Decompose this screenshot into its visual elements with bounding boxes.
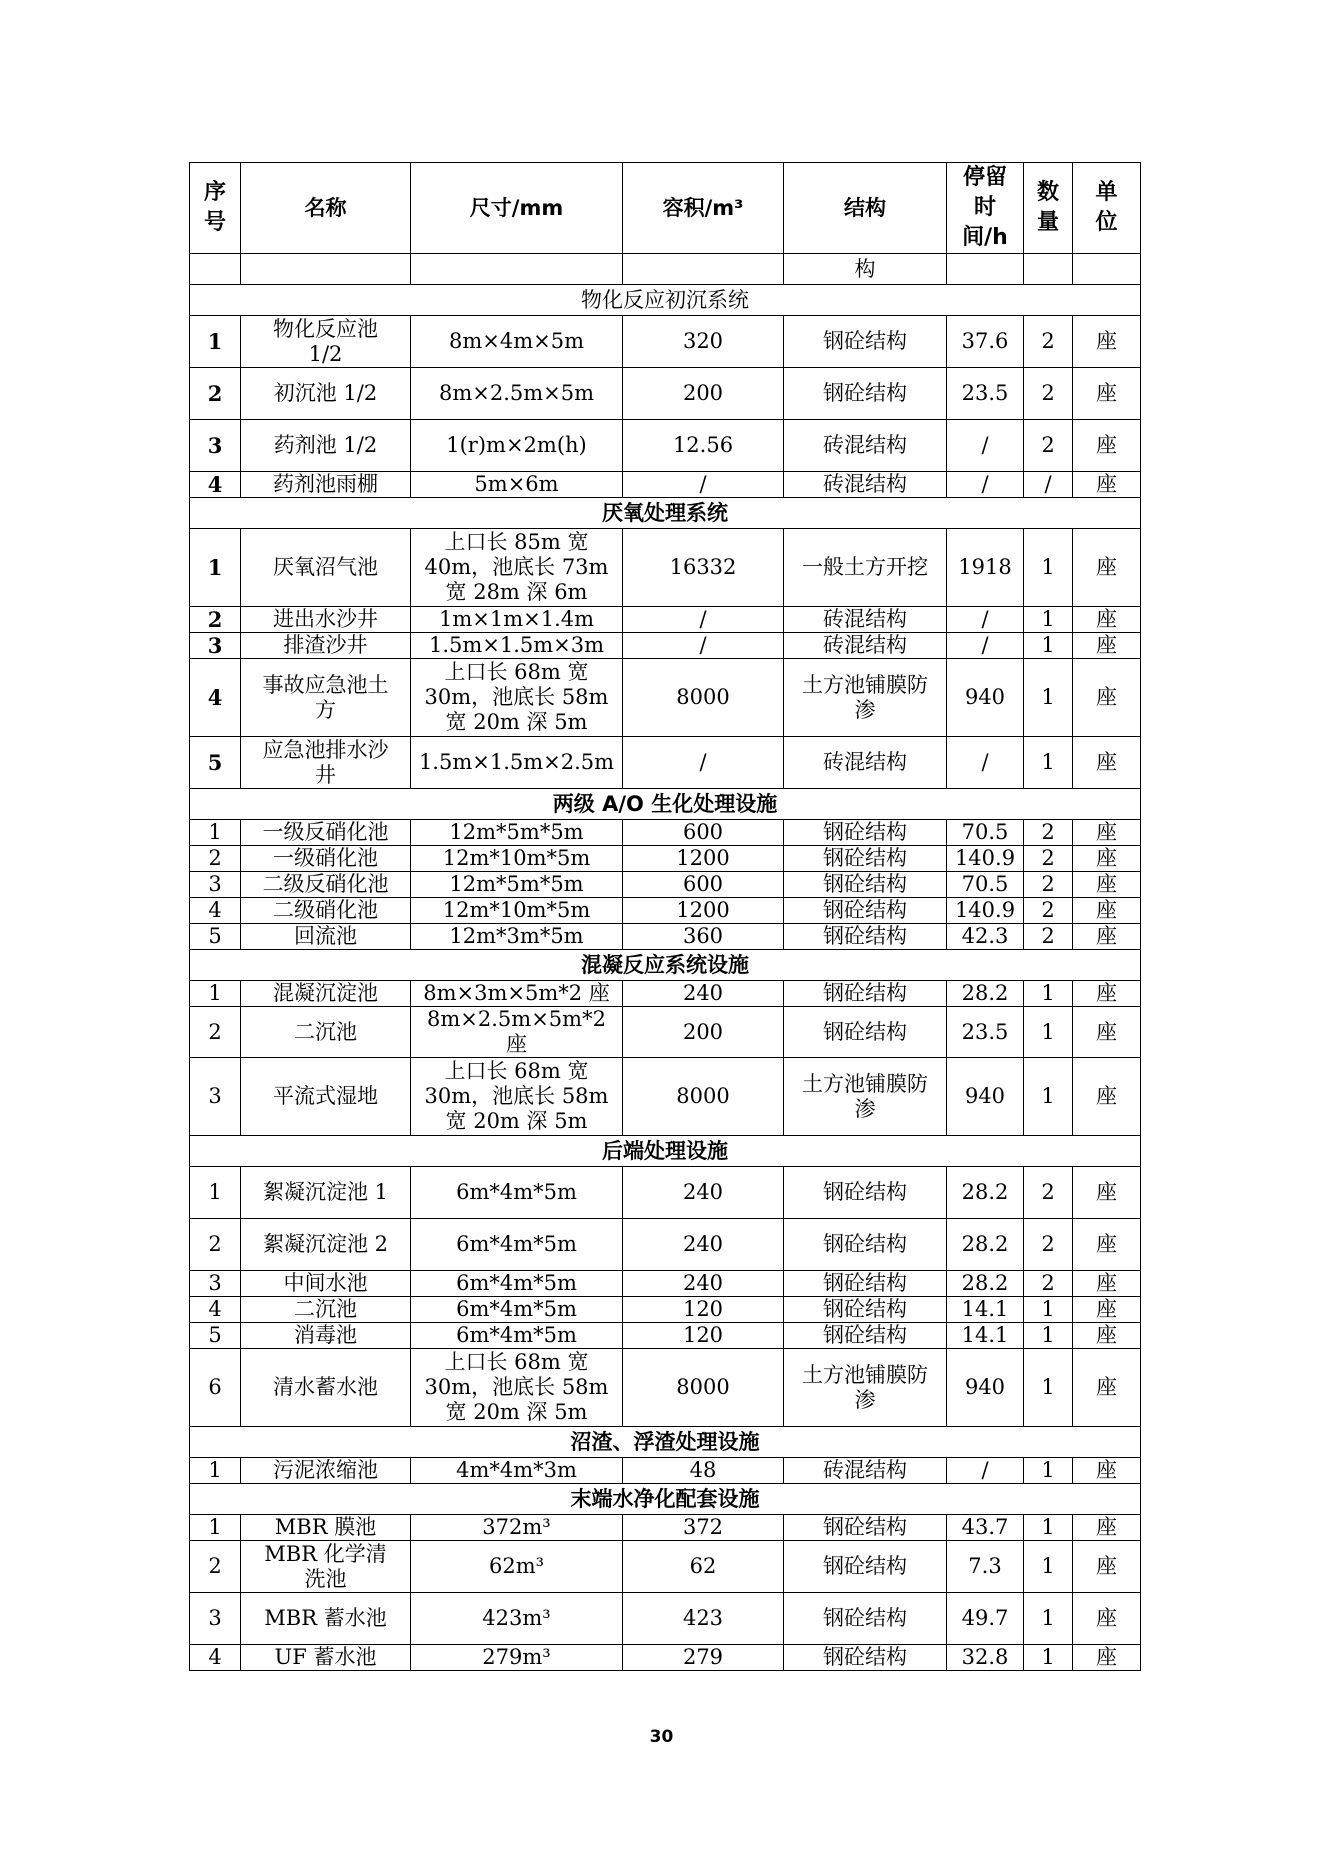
section-header-row [190, 950, 1141, 981]
cell-quantity: 1 [1024, 1593, 1073, 1645]
header-size: 尺寸/mm [411, 163, 623, 254]
cell-unit: 座 [1073, 1219, 1141, 1271]
cell-structure: 砖混结构 [784, 737, 947, 789]
cell-volume: 200 [623, 368, 784, 420]
cell-unit: 座 [1073, 1645, 1141, 1671]
cell-unit: 座 [1073, 1323, 1141, 1349]
cell-retention: / [947, 472, 1024, 498]
cell-quantity: 1 [1024, 1515, 1073, 1541]
cell-structure: 钢砼结构 [784, 1323, 947, 1349]
header-cont-cell [241, 254, 411, 285]
table-row [190, 1297, 1141, 1323]
cell-retention: 23.5 [947, 1007, 1024, 1058]
cell-size: 4m*4m*3m [411, 1458, 623, 1484]
cell-size: 8m×2.5m×5m*2 座 [411, 1007, 623, 1058]
cell-name: 回流池 [241, 924, 411, 950]
cell-unit: 座 [1073, 1167, 1141, 1219]
cell-name: 初沉池 1/2 [241, 368, 411, 420]
cell-quantity: 2 [1024, 872, 1073, 898]
cell-unit: 座 [1073, 633, 1141, 659]
cell-retention: 42.3 [947, 924, 1024, 950]
cell-structure: 砖混结构 [784, 420, 947, 472]
cell-unit: 座 [1073, 1271, 1141, 1297]
cell-volume: 600 [623, 820, 784, 846]
cell-volume: 1200 [623, 846, 784, 872]
cell-index: 1 [190, 1515, 241, 1541]
table-row [190, 1349, 1141, 1427]
cell-index: 5 [190, 737, 241, 789]
cell-unit: 座 [1073, 1058, 1141, 1136]
cell-name: 污泥浓缩池 [241, 1458, 411, 1484]
cell-structure: 钢砼结构 [784, 1541, 947, 1593]
cell-structure: 钢砼结构 [784, 1645, 947, 1671]
section-header-row [190, 285, 1141, 316]
header-cont-cell: 构 [784, 254, 947, 285]
section-title: 物化反应初沉系统 [190, 285, 1141, 316]
cell-index: 5 [190, 924, 241, 950]
cell-name: 事故应急池土方 [241, 659, 411, 737]
cell-index: 4 [190, 1297, 241, 1323]
cell-retention: / [947, 420, 1024, 472]
cell-quantity: 1 [1024, 633, 1073, 659]
cell-structure: 砖混结构 [784, 1458, 947, 1484]
table-row [190, 1541, 1141, 1593]
cell-size: 12m*5m*5m [411, 820, 623, 846]
table-row [190, 924, 1141, 950]
cell-index: 3 [190, 872, 241, 898]
cell-retention: 28.2 [947, 981, 1024, 1007]
cell-index: 3 [190, 1271, 241, 1297]
table-header-row [190, 163, 1141, 254]
section-header-row [190, 1484, 1141, 1515]
cell-structure: 一般土方开挖 [784, 529, 947, 607]
cell-quantity: 1 [1024, 1349, 1073, 1427]
cell-name: MBR 蓄水池 [241, 1593, 411, 1645]
cell-size: 上口长 68m 宽 30m，池底长 58m 宽 20m 深 5m [411, 1058, 623, 1136]
cell-quantity: 1 [1024, 1645, 1073, 1671]
cell-index: 6 [190, 1349, 241, 1427]
cell-unit: 座 [1073, 420, 1141, 472]
section-header-row [190, 498, 1141, 529]
header-cont-cell [411, 254, 623, 285]
cell-size: 6m*4m*5m [411, 1297, 623, 1323]
cell-size: 1(r)m×2m(h) [411, 420, 623, 472]
cell-size: 8m×3m×5m*2 座 [411, 981, 623, 1007]
table-row [190, 472, 1141, 498]
cell-unit: 座 [1073, 872, 1141, 898]
cell-volume: 360 [623, 924, 784, 950]
cell-name: 一级反硝化池 [241, 820, 411, 846]
cell-structure: 土方池铺膜防渗 [784, 1058, 947, 1136]
cell-retention: 940 [947, 659, 1024, 737]
cell-name: 絮凝沉淀池 1 [241, 1167, 411, 1219]
cell-unit: 座 [1073, 981, 1141, 1007]
cell-structure: 钢砼结构 [784, 872, 947, 898]
cell-retention: 940 [947, 1349, 1024, 1427]
cell-quantity: 1 [1024, 529, 1073, 607]
cell-volume: 8000 [623, 659, 784, 737]
cell-retention: 43.7 [947, 1515, 1024, 1541]
cell-volume: / [623, 472, 784, 498]
header-retention-time: 停留时间/h [947, 163, 1024, 254]
cell-volume: 240 [623, 1167, 784, 1219]
section-header-row [190, 1136, 1141, 1167]
cell-unit: 座 [1073, 529, 1141, 607]
table-row [190, 1593, 1141, 1645]
section-title: 末端水净化配套设施 [190, 1484, 1141, 1515]
cell-retention: 70.5 [947, 872, 1024, 898]
cell-volume: 16332 [623, 529, 784, 607]
header-cont-cell [1073, 254, 1141, 285]
section-title: 两级 A/O 生化处理设施 [190, 789, 1141, 820]
section-title: 混凝反应系统设施 [190, 950, 1141, 981]
cell-retention: / [947, 737, 1024, 789]
cell-quantity: 1 [1024, 607, 1073, 633]
cell-retention: 14.1 [947, 1297, 1024, 1323]
cell-retention: / [947, 633, 1024, 659]
table-row [190, 1271, 1141, 1297]
table-row [190, 1458, 1141, 1484]
cell-index: 4 [190, 1645, 241, 1671]
cell-index: 3 [190, 1593, 241, 1645]
cell-unit: 座 [1073, 472, 1141, 498]
cell-name: 絮凝沉淀池 2 [241, 1219, 411, 1271]
table-body [190, 163, 1141, 1671]
cell-unit: 座 [1073, 1458, 1141, 1484]
cell-unit: 座 [1073, 1007, 1141, 1058]
cell-size: 279m³ [411, 1645, 623, 1671]
table-row [190, 420, 1141, 472]
cell-name: 药剂池 1/2 [241, 420, 411, 472]
cell-volume: 600 [623, 872, 784, 898]
cell-retention: 1918 [947, 529, 1024, 607]
cell-structure: 钢砼结构 [784, 981, 947, 1007]
table-row [190, 659, 1141, 737]
cell-index: 3 [190, 1058, 241, 1136]
cell-quantity: 1 [1024, 1323, 1073, 1349]
cell-size: 12m*5m*5m [411, 872, 623, 898]
cell-name: 混凝沉淀池 [241, 981, 411, 1007]
section-title: 厌氧处理系统 [190, 498, 1141, 529]
cell-volume: / [623, 607, 784, 633]
header-cont-cell [190, 254, 241, 285]
cell-retention: 7.3 [947, 1541, 1024, 1593]
table-row [190, 633, 1141, 659]
cell-index: 2 [190, 1541, 241, 1593]
cell-size: 12m*3m*5m [411, 924, 623, 950]
cell-size: 5m×6m [411, 472, 623, 498]
cell-name: 一级硝化池 [241, 846, 411, 872]
table-row [190, 607, 1141, 633]
cell-quantity: 1 [1024, 1058, 1073, 1136]
table-row [190, 1219, 1141, 1271]
cell-quantity: 2 [1024, 1271, 1073, 1297]
cell-volume: 8000 [623, 1349, 784, 1427]
cell-volume: 279 [623, 1645, 784, 1671]
cell-retention: 140.9 [947, 898, 1024, 924]
table-row [190, 981, 1141, 1007]
cell-unit: 座 [1073, 820, 1141, 846]
cell-size: 1m×1m×1.4m [411, 607, 623, 633]
cell-volume: 240 [623, 1219, 784, 1271]
cell-unit: 座 [1073, 659, 1141, 737]
cell-name: 厌氧沼气池 [241, 529, 411, 607]
cell-structure: 土方池铺膜防渗 [784, 1349, 947, 1427]
table-row [190, 316, 1141, 368]
cell-name: 应急池排水沙井 [241, 737, 411, 789]
cell-volume: 200 [623, 1007, 784, 1058]
cell-unit: 座 [1073, 607, 1141, 633]
cell-structure: 砖混结构 [784, 607, 947, 633]
cell-structure: 钢砼结构 [784, 846, 947, 872]
cell-index: 2 [190, 1219, 241, 1271]
cell-name: 中间水池 [241, 1271, 411, 1297]
cell-index: 3 [190, 420, 241, 472]
section-title: 后端处理设施 [190, 1136, 1141, 1167]
cell-structure: 钢砼结构 [784, 898, 947, 924]
cell-structure: 钢砼结构 [784, 1593, 947, 1645]
cell-name: 药剂池雨棚 [241, 472, 411, 498]
header-cont-cell [623, 254, 784, 285]
table-row [190, 898, 1141, 924]
cell-volume: 8000 [623, 1058, 784, 1136]
cell-name: 平流式湿地 [241, 1058, 411, 1136]
table-row [190, 1515, 1141, 1541]
cell-name: UF 蓄水池 [241, 1645, 411, 1671]
cell-unit: 座 [1073, 1297, 1141, 1323]
cell-retention: 28.2 [947, 1271, 1024, 1297]
header-cont-cell [947, 254, 1024, 285]
cell-size: 6m*4m*5m [411, 1271, 623, 1297]
cell-retention: 14.1 [947, 1323, 1024, 1349]
cell-index: 2 [190, 368, 241, 420]
cell-size: 423m³ [411, 1593, 623, 1645]
cell-structure: 土方池铺膜防渗 [784, 659, 947, 737]
cell-quantity: 2 [1024, 924, 1073, 950]
cell-retention: 37.6 [947, 316, 1024, 368]
cell-name: MBR 膜池 [241, 1515, 411, 1541]
table-row [190, 1323, 1141, 1349]
cell-name: 进出水沙井 [241, 607, 411, 633]
facility-table [189, 162, 1141, 1671]
cell-size: 上口长 85m 宽 40m，池底长 73m 宽 28m 深 6m [411, 529, 623, 607]
table-row [190, 368, 1141, 420]
cell-size: 6m*4m*5m [411, 1167, 623, 1219]
cell-unit: 座 [1073, 368, 1141, 420]
table-row [190, 872, 1141, 898]
cell-unit: 座 [1073, 898, 1141, 924]
table-header-continuation-row [190, 254, 1141, 285]
cell-name: 物化反应池 1/2 [241, 316, 411, 368]
cell-name: 二级硝化池 [241, 898, 411, 924]
cell-structure: 钢砼结构 [784, 1515, 947, 1541]
cell-size: 上口长 68m 宽 30m，池底长 58m 宽 20m 深 5m [411, 659, 623, 737]
cell-quantity: 1 [1024, 1541, 1073, 1593]
table-row [190, 820, 1141, 846]
cell-quantity: 2 [1024, 898, 1073, 924]
header-unit: 单位 [1073, 163, 1141, 254]
cell-volume: / [623, 737, 784, 789]
header-cont-cell [1024, 254, 1073, 285]
cell-index: 4 [190, 898, 241, 924]
cell-structure: 钢砼结构 [784, 924, 947, 950]
header-volume: 容积/m³ [623, 163, 784, 254]
header-index: 序号 [190, 163, 241, 254]
cell-volume: 1200 [623, 898, 784, 924]
cell-name: 二级反硝化池 [241, 872, 411, 898]
cell-name: 消毒池 [241, 1323, 411, 1349]
table-row [190, 737, 1141, 789]
cell-structure: 钢砼结构 [784, 316, 947, 368]
cell-structure: 砖混结构 [784, 472, 947, 498]
table-row [190, 1058, 1141, 1136]
cell-size: 6m*4m*5m [411, 1219, 623, 1271]
cell-retention: 940 [947, 1058, 1024, 1136]
cell-quantity: 1 [1024, 1458, 1073, 1484]
cell-retention: 32.8 [947, 1645, 1024, 1671]
cell-structure: 钢砼结构 [784, 1007, 947, 1058]
cell-volume: / [623, 633, 784, 659]
cell-index: 2 [190, 846, 241, 872]
cell-volume: 120 [623, 1323, 784, 1349]
cell-quantity: 1 [1024, 1007, 1073, 1058]
cell-unit: 座 [1073, 846, 1141, 872]
cell-size: 62m³ [411, 1541, 623, 1593]
cell-retention: 140.9 [947, 846, 1024, 872]
cell-retention: 28.2 [947, 1167, 1024, 1219]
header-structure: 结构 [784, 163, 947, 254]
cell-volume: 240 [623, 1271, 784, 1297]
cell-index: 1 [190, 316, 241, 368]
cell-quantity: 2 [1024, 420, 1073, 472]
header-quantity: 数量 [1024, 163, 1073, 254]
cell-name: 二沉池 [241, 1007, 411, 1058]
cell-quantity: 2 [1024, 1167, 1073, 1219]
cell-size: 上口长 68m 宽 30m，池底长 58m 宽 20m 深 5m [411, 1349, 623, 1427]
cell-unit: 座 [1073, 316, 1141, 368]
cell-volume: 240 [623, 981, 784, 1007]
cell-quantity: 2 [1024, 368, 1073, 420]
header-name: 名称 [241, 163, 411, 254]
table-row [190, 1645, 1141, 1671]
cell-structure: 钢砼结构 [784, 820, 947, 846]
section-header-row [190, 1427, 1141, 1458]
cell-index: 1 [190, 981, 241, 1007]
cell-volume: 320 [623, 316, 784, 368]
table-row [190, 529, 1141, 607]
cell-retention: / [947, 607, 1024, 633]
cell-structure: 钢砼结构 [784, 1297, 947, 1323]
cell-unit: 座 [1073, 1541, 1141, 1593]
cell-volume: 12.56 [623, 420, 784, 472]
table-row [190, 1007, 1141, 1058]
cell-retention: / [947, 1458, 1024, 1484]
cell-structure: 钢砼结构 [784, 368, 947, 420]
cell-structure: 砖混结构 [784, 633, 947, 659]
cell-size: 12m*10m*5m [411, 898, 623, 924]
cell-retention: 23.5 [947, 368, 1024, 420]
cell-volume: 48 [623, 1458, 784, 1484]
cell-size: 372m³ [411, 1515, 623, 1541]
cell-index: 4 [190, 472, 241, 498]
cell-structure: 钢砼结构 [784, 1271, 947, 1297]
table-row [190, 1167, 1141, 1219]
cell-unit: 座 [1073, 1515, 1141, 1541]
cell-quantity: 1 [1024, 737, 1073, 789]
cell-name: 二沉池 [241, 1297, 411, 1323]
cell-structure: 钢砼结构 [784, 1167, 947, 1219]
cell-volume: 423 [623, 1593, 784, 1645]
cell-index: 1 [190, 1458, 241, 1484]
cell-index: 1 [190, 1167, 241, 1219]
cell-index: 4 [190, 659, 241, 737]
cell-name: 清水蓄水池 [241, 1349, 411, 1427]
cell-size: 1.5m×1.5m×2.5m [411, 737, 623, 789]
cell-size: 1.5m×1.5m×3m [411, 633, 623, 659]
cell-quantity: 1 [1024, 659, 1073, 737]
cell-quantity: 2 [1024, 316, 1073, 368]
cell-name: MBR 化学清洗池 [241, 1541, 411, 1593]
table-row [190, 846, 1141, 872]
cell-index: 5 [190, 1323, 241, 1349]
cell-size: 6m*4m*5m [411, 1323, 623, 1349]
cell-index: 3 [190, 633, 241, 659]
section-header-row [190, 789, 1141, 820]
cell-quantity: 2 [1024, 846, 1073, 872]
cell-quantity: 2 [1024, 820, 1073, 846]
cell-name: 排渣沙井 [241, 633, 411, 659]
cell-quantity: / [1024, 472, 1073, 498]
cell-index: 1 [190, 820, 241, 846]
cell-quantity: 2 [1024, 1219, 1073, 1271]
cell-quantity: 1 [1024, 981, 1073, 1007]
cell-unit: 座 [1073, 1349, 1141, 1427]
cell-size: 8m×2.5m×5m [411, 368, 623, 420]
cell-size: 8m×4m×5m [411, 316, 623, 368]
page-number: 30 [649, 1727, 674, 1747]
cell-volume: 62 [623, 1541, 784, 1593]
cell-volume: 372 [623, 1515, 784, 1541]
section-title: 沼渣、浮渣处理设施 [190, 1427, 1141, 1458]
cell-volume: 120 [623, 1297, 784, 1323]
cell-index: 1 [190, 529, 241, 607]
cell-size: 12m*10m*5m [411, 846, 623, 872]
cell-unit: 座 [1073, 1593, 1141, 1645]
cell-retention: 28.2 [947, 1219, 1024, 1271]
cell-structure: 钢砼结构 [784, 1219, 947, 1271]
cell-unit: 座 [1073, 737, 1141, 789]
cell-retention: 70.5 [947, 820, 1024, 846]
cell-quantity: 1 [1024, 1297, 1073, 1323]
cell-unit: 座 [1073, 924, 1141, 950]
cell-index: 2 [190, 1007, 241, 1058]
cell-retention: 49.7 [947, 1593, 1024, 1645]
cell-index: 2 [190, 607, 241, 633]
